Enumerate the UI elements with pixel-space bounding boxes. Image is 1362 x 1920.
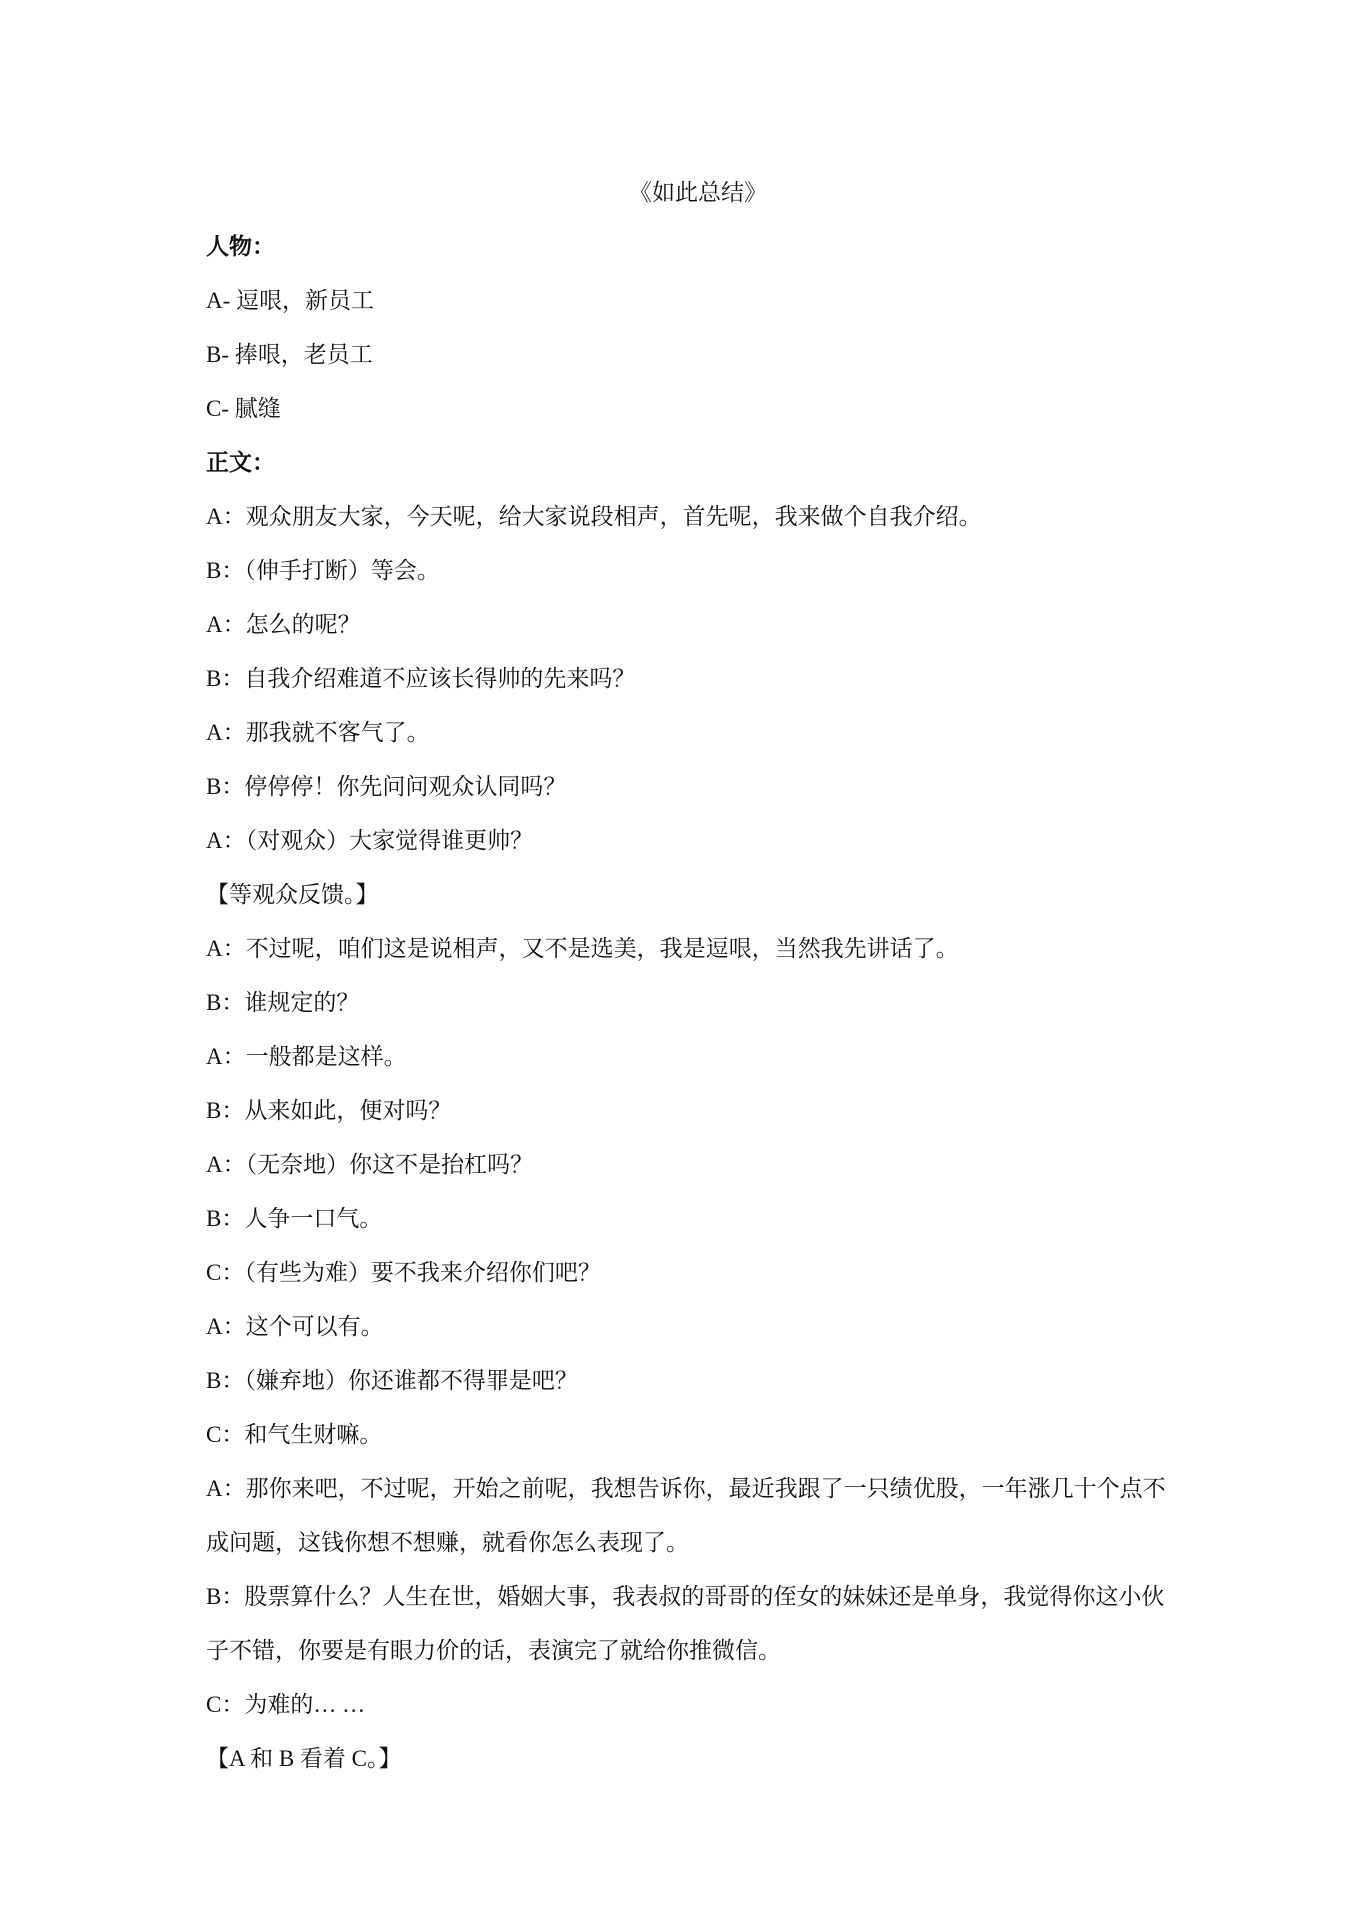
dialogue-line: A：那我就不客气了。 (206, 720, 430, 745)
dialogue-line: C：和气生财嘛。 (206, 1422, 383, 1447)
character-line: B- 捧哏，老员工 (206, 342, 373, 367)
stage-direction: 【A 和 B 看着 C。】 (206, 1746, 402, 1771)
dialogue-line: A：（无奈地）你这不是抬杠吗？ (206, 1152, 534, 1177)
dialogue-line-long: A：那你来吧，不过呢，开始之前呢，我想告诉你，最近我跟了一只绩优股，一年涨几十个点不成问题，这钱你想不想赚，就看你怎么表现了。 (206, 1476, 1166, 1555)
dialogue-line: A：一般都是这样。 (206, 1044, 407, 1069)
body-heading: 正文： (206, 450, 275, 475)
dialogue-line: A：观众朋友大家，今天呢，给大家说段相声，首先呢，我来做个自我介绍。 (206, 504, 982, 529)
stage-direction: 【等观众反馈。】 (206, 882, 379, 907)
dialogue-line: A：这个可以有。 (206, 1314, 384, 1339)
dialogue-line: B：（伸手打断）等会。 (206, 558, 440, 583)
dialogue-line: B：（嫌弃地）你还谁都不得罪是吧？ (206, 1368, 578, 1393)
document-page (206, 178, 1170, 1798)
dialogue-line: A：怎么的呢？ (206, 612, 361, 637)
document-title: 《如此总结》 (629, 180, 767, 205)
dialogue-line: A：不过呢，咱们这是说相声，又不是选美，我是逗哏，当然我先讲话了。 (206, 936, 959, 961)
dialogue-line-long: B：股票算什么？人生在世，婚姻大事，我表叔的哥哥的侄女的妹妹还是单身，我觉得你这小伙子不错，你要是有眼力价的话，表演完了就给你推微信。 (206, 1584, 1165, 1663)
dialogue-line: B：停停停！你先问问观众认同吗？ (206, 774, 567, 799)
dialogue-line: C：为难的… … (206, 1692, 366, 1717)
dialogue-line: B：从来如此，便对吗？ (206, 1098, 452, 1123)
dialogue-line: A：（对观众）大家觉得谁更帅？ (206, 828, 534, 853)
dialogue-line: C：（有些为难）要不我来介绍你们吧？ (206, 1260, 601, 1285)
dialogue-line: B：谁规定的？ (206, 990, 360, 1015)
characters-heading: 人物： (206, 234, 275, 259)
character-line: C- 腻缝 (206, 396, 281, 421)
dialogue-line: B：人争一口气。 (206, 1206, 383, 1231)
character-line: A- 逗哏，新员工 (206, 288, 375, 313)
dialogue-line: B：自我介绍难道不应该长得帅的先来吗？ (206, 666, 636, 691)
